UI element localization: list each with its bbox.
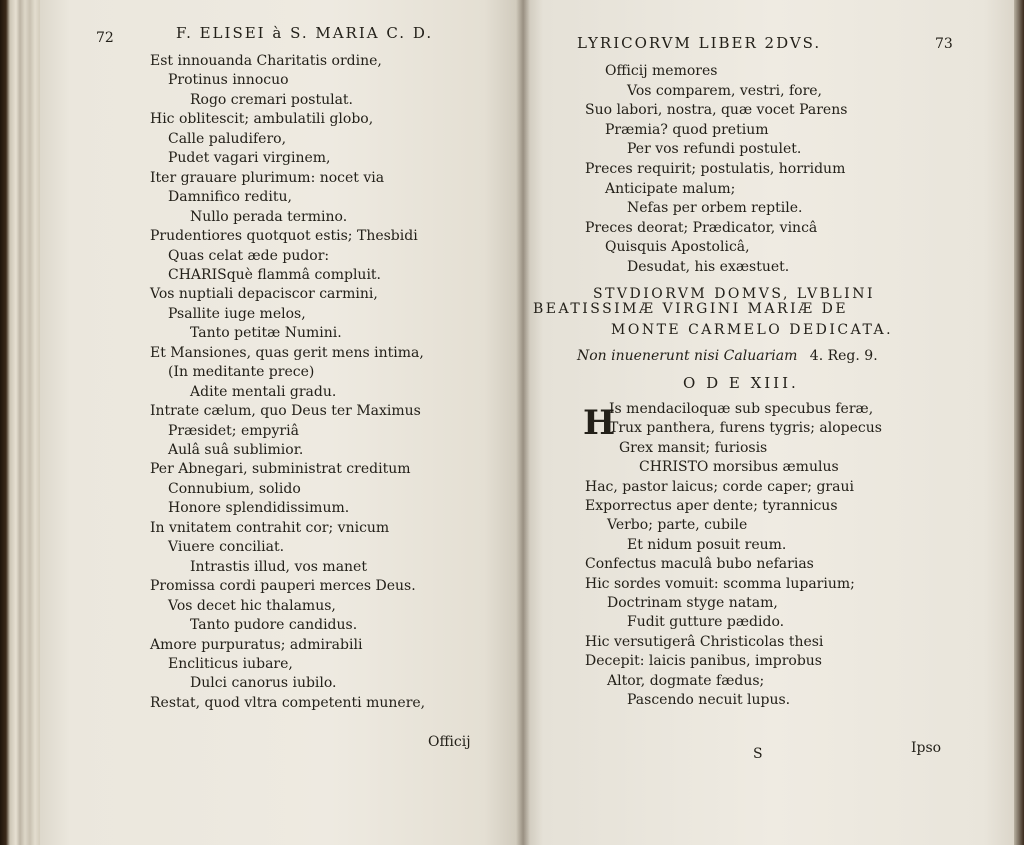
verse-line: Calle paludifero, [168, 130, 287, 147]
ode-line: Altor, dogmate fædus; [607, 672, 765, 689]
verse-line: Est innouanda Charitatis ordine, [150, 53, 382, 69]
dedication-line-3: MONTE CARMELO DEDICATA. [611, 322, 894, 338]
verse-line: CHARISquè flammâ compluit. [168, 266, 381, 283]
verse-line: Preces requirit; postulatis, horridum [585, 161, 846, 177]
verse-line: Prudentiores quotquot estis; Thesbidi [150, 228, 418, 245]
verse-line: Encliticus iubare, [168, 655, 293, 672]
ode-line: Is mendaciloquæ sub specubus feræ, [609, 401, 874, 417]
verse-line: Viuere conciliat. [168, 539, 285, 556]
right-page [523, 0, 1024, 845]
verse-line: Pudet vagari virginem, [168, 150, 331, 167]
verse-line: Præsidet; empyriâ [168, 422, 299, 439]
verse-line: Intrate cælum, quo Deus ter Maximus [150, 403, 421, 420]
verse-line: Præmia? quod pretium [605, 121, 769, 138]
drop-cap: H [583, 403, 616, 443]
verse-line: Per vos refundi postulet. [627, 141, 802, 158]
left-page [40, 0, 523, 845]
right-page-number: 73 [935, 36, 953, 52]
verse-line: Nullo perada termino. [190, 208, 348, 225]
right-edge [1014, 0, 1024, 845]
verse-line: (In meditante prece) [168, 364, 315, 381]
verse-line: Iter grauare plurimum: nocet via [150, 169, 385, 186]
verse-line: Anticipate malum; [605, 180, 736, 197]
ode-line: Decepit: laicis panibus, improbus [585, 653, 822, 670]
ode-line: Verbo; parte, cubile [607, 517, 748, 534]
dedication-line-2: BEATISSIMÆ VIRGINI MARIÆ DE [533, 301, 849, 317]
verse-line: Promissa cordi pauperi merces Deus. [150, 578, 416, 595]
verse-line: Intrastis illud, vos manet [190, 558, 367, 575]
verse-line: Et Mansiones, quas gerit mens intima, [150, 344, 424, 361]
verse-line: Amore purpuratus; admirabili [150, 636, 363, 653]
motto-reference: 4. Reg. 9. [809, 348, 878, 364]
signature-mark: S [753, 746, 763, 762]
ode-title: O D E XIII. [683, 374, 799, 392]
ode-line: Fudit gutture pædido. [627, 614, 785, 631]
verse-line: Desudat, his exæstuet. [627, 259, 790, 275]
dedication-line-1: STVDIORVM DOMVS, LVBLINI [593, 286, 875, 302]
verse-line: Quas celat æde pudor: [168, 247, 330, 264]
ode-line: Confectus maculâ bubo nefarias [585, 556, 814, 573]
verse-line: Protinus innocuo [168, 72, 289, 89]
left-catchword: Officij [428, 734, 471, 750]
ode-line: CHRISTO morsibus æmulus [639, 459, 839, 476]
verse-line: Vos comparem, vestri, fore, [627, 82, 823, 99]
right-catchword: Ipso [911, 740, 942, 756]
verse-line: Preces deorat; Prædicator, vincâ [585, 219, 818, 236]
page-edges [0, 0, 40, 845]
verse-line: Officij memores [605, 63, 718, 79]
ode-line: Doctrinam stygе natam, [607, 595, 778, 611]
verse-line: Hic oblitescit; ambulatili globo, [150, 111, 374, 128]
ode-line: Pascendo necuit lupus. [627, 692, 791, 708]
ode-line: Grex mansit; furiosis [619, 439, 768, 456]
verse-line: Adite mentali gradu. [190, 383, 337, 400]
verse-line: Vos decet hic thalamus, [168, 597, 336, 614]
ode-line: Hac, pastor laicus; corde caper; graui [585, 478, 854, 495]
verse-line: Dulci canorus iubilo. [190, 675, 337, 692]
motto [577, 348, 878, 364]
left-page-number: 72 [96, 30, 114, 46]
ode-line: Hic versutigerâ Christicolas thesi [585, 633, 824, 650]
ode-line: Exporrectus aper dente; tyrannicus [585, 498, 838, 514]
ode-line: Hic sordes vomuit: scomma luparium; [585, 575, 855, 592]
ode-line: Trux panthera, furens tygris; alopecus [609, 420, 882, 437]
verse-line: Tanto petitæ Numini. [190, 325, 342, 342]
verse-line: Tanto pudore candidus. [190, 617, 358, 634]
verse-line: Vos nuptiali depaciscor carmini, [150, 286, 378, 303]
verse-line: Honore splendidissimum. [168, 500, 350, 517]
verse-line: Suo labori, nostra, quæ vocet Parens [585, 102, 848, 119]
right-running-head: LYRICORVM LIBER 2DVS. [577, 34, 822, 52]
ode-line: Et nidum posuit reum. [627, 536, 787, 553]
motto-text: Non inuenerunt nisi Caluariam [577, 348, 798, 364]
verse-line: In vnitatem contrahit cor; vnicum [150, 519, 390, 536]
verse-line: Nefas per orbem reptile. [627, 200, 803, 217]
left-running-head: F. ELISEI à S. MARIA C. D. [176, 24, 434, 42]
gutter [516, 0, 530, 845]
verse-line: Quisquis Apostolicâ, [605, 239, 750, 256]
verse-line: Aulâ suâ sublimior. [168, 442, 304, 458]
verse-line: Rogo cremari postulat. [190, 91, 353, 108]
verse-line: Restat, quod vltra competenti munere, [150, 694, 426, 711]
verse-line: Psallite iuge melos, [168, 305, 306, 322]
verse-line: Damnifico reditu, [168, 189, 292, 206]
verse-line: Connubium, solido [168, 480, 301, 497]
verse-line: Per Abnegari, subministrat creditum [150, 461, 411, 478]
